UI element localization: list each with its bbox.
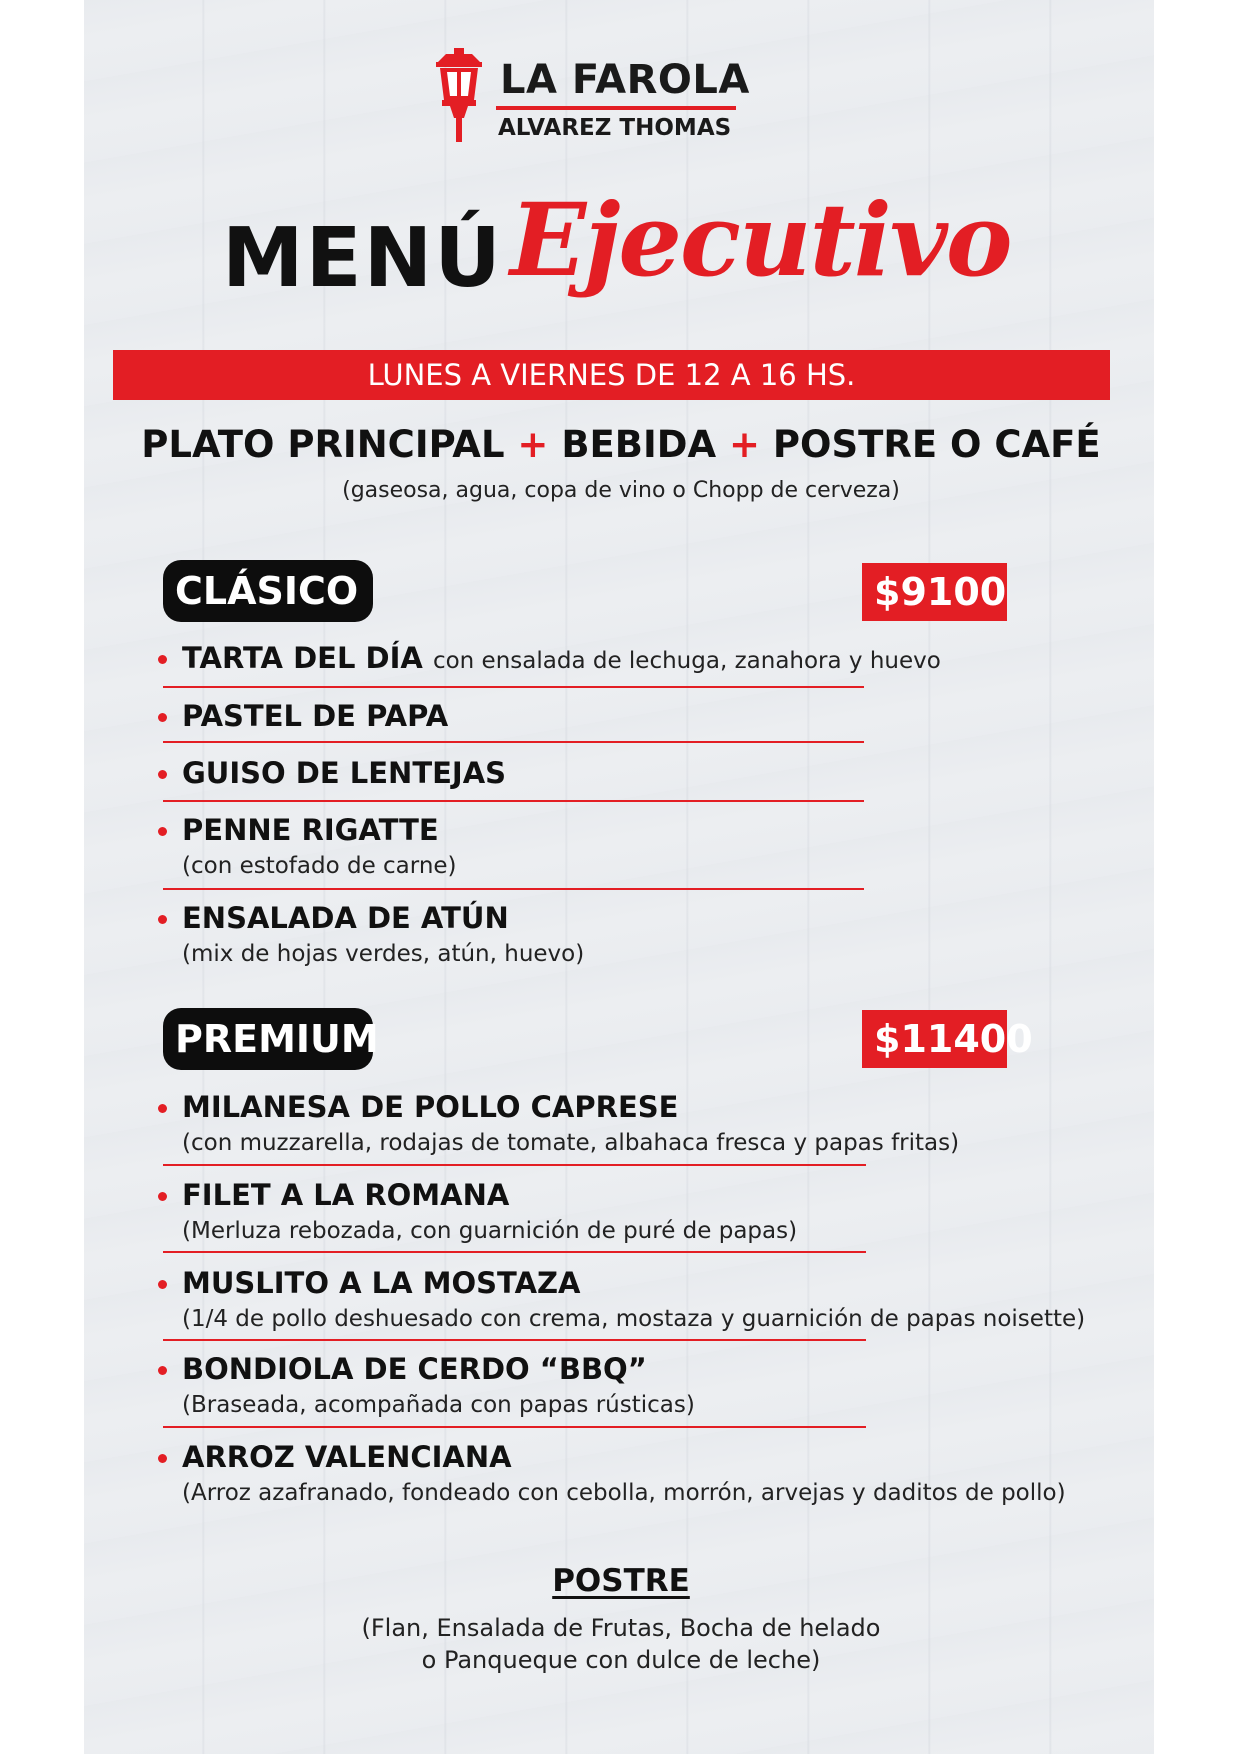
item-name: ENSALADA DE ATÚN (182, 901, 509, 935)
item-name: PENNE RIGATTE (182, 813, 439, 847)
brand-location: ALVAREZ THOMAS (498, 115, 732, 141)
postre-description (0, 1612, 1242, 1677)
bullet-dot-icon (158, 1104, 167, 1113)
title-ejecutivo: Ejecutivo (510, 181, 1011, 299)
item-name: MILANESA DE POLLO CAPRESE (182, 1090, 679, 1124)
bullet-dot-icon (158, 1366, 167, 1375)
item-divider (163, 1251, 866, 1253)
item-description: (1/4 de pollo deshuesado con crema, mostaza y guarnición de papas noisette) (182, 1306, 1086, 1332)
drinks-note: (gaseosa, agua, copa de vino o Chopp de cerveza) (342, 478, 900, 503)
bullet-dot-icon (158, 827, 167, 836)
postre-title: POSTRE (552, 1563, 690, 1599)
item-description: (Arroz azafranado, fondeado con cebolla, morrón, arvejas y daditos de pollo) (182, 1480, 1066, 1506)
plus-sign: + (729, 423, 761, 466)
combo-headline (0, 425, 1242, 466)
item-divider (163, 741, 864, 743)
bullet-dot-icon (158, 770, 167, 779)
item-inline-desc: con ensalada de lechuga, zanahora y huevo (432, 648, 941, 674)
item-description: (mix de hojas verdes, atún, huevo) (182, 941, 585, 967)
item-name: ARROZ VALENCIANA (182, 1440, 512, 1474)
item-divider (163, 1426, 866, 1428)
price-premium: $11400 (862, 1010, 1007, 1068)
title-menu: MENÚ (222, 211, 503, 306)
item-description: (con muzzarella, rodajas de tomate, albahaca fresca y papas fritas) (182, 1130, 960, 1156)
item-name: GUISO DE LENTEJAS (182, 756, 507, 790)
item-divider (163, 1164, 866, 1166)
bullet-dot-icon (158, 655, 167, 664)
item-divider (163, 1339, 866, 1341)
bullet-dot-icon (158, 1454, 167, 1463)
street-lamp-icon (432, 48, 486, 142)
item-name: BONDIOLA DE CERDO “BBQ” (182, 1352, 647, 1386)
item-name: MUSLITO A LA MOSTAZA (182, 1266, 581, 1300)
bullet-dot-icon (158, 1280, 167, 1289)
bullet-dot-icon (158, 915, 167, 924)
price-clasico: $9100 (862, 563, 1007, 621)
plus-sign: + (517, 423, 549, 466)
combo-drink: BEBIDA (561, 423, 717, 466)
schedule-banner: LUNES A VIERNES DE 12 A 16 HS. (113, 350, 1110, 400)
bullet-dot-icon (158, 713, 167, 722)
section-label-premium: PREMIUM (163, 1008, 373, 1070)
combo-main: PLATO PRINCIPAL (141, 423, 505, 466)
item-description: (con estofado de carne) (182, 853, 457, 879)
item-name: PASTEL DE PAPA (182, 699, 449, 733)
item-description: (Braseada, acompañada con papas rústicas) (182, 1392, 695, 1418)
item-description: (Merluza rebozada, con guarnición de puré de papas) (182, 1218, 798, 1244)
postre-line-1: (Flan, Ensalada de Frutas, Bocha de helado (361, 1614, 881, 1642)
bullet-dot-icon (158, 1192, 167, 1201)
item-divider (163, 800, 864, 802)
item-divider (163, 888, 864, 890)
brand-divider (496, 106, 736, 110)
item-divider (163, 686, 864, 688)
combo-dessert: POSTRE O CAFÉ (772, 423, 1101, 466)
postre-line-2: o Panqueque con dulce de leche) (421, 1646, 821, 1675)
section-label-clasico: CLÁSICO (163, 560, 373, 622)
item-name: FILET A LA ROMANA (182, 1178, 510, 1212)
item-name: TARTA DEL DÍA (182, 641, 423, 675)
brand-name: LA FAROLA (500, 57, 750, 103)
